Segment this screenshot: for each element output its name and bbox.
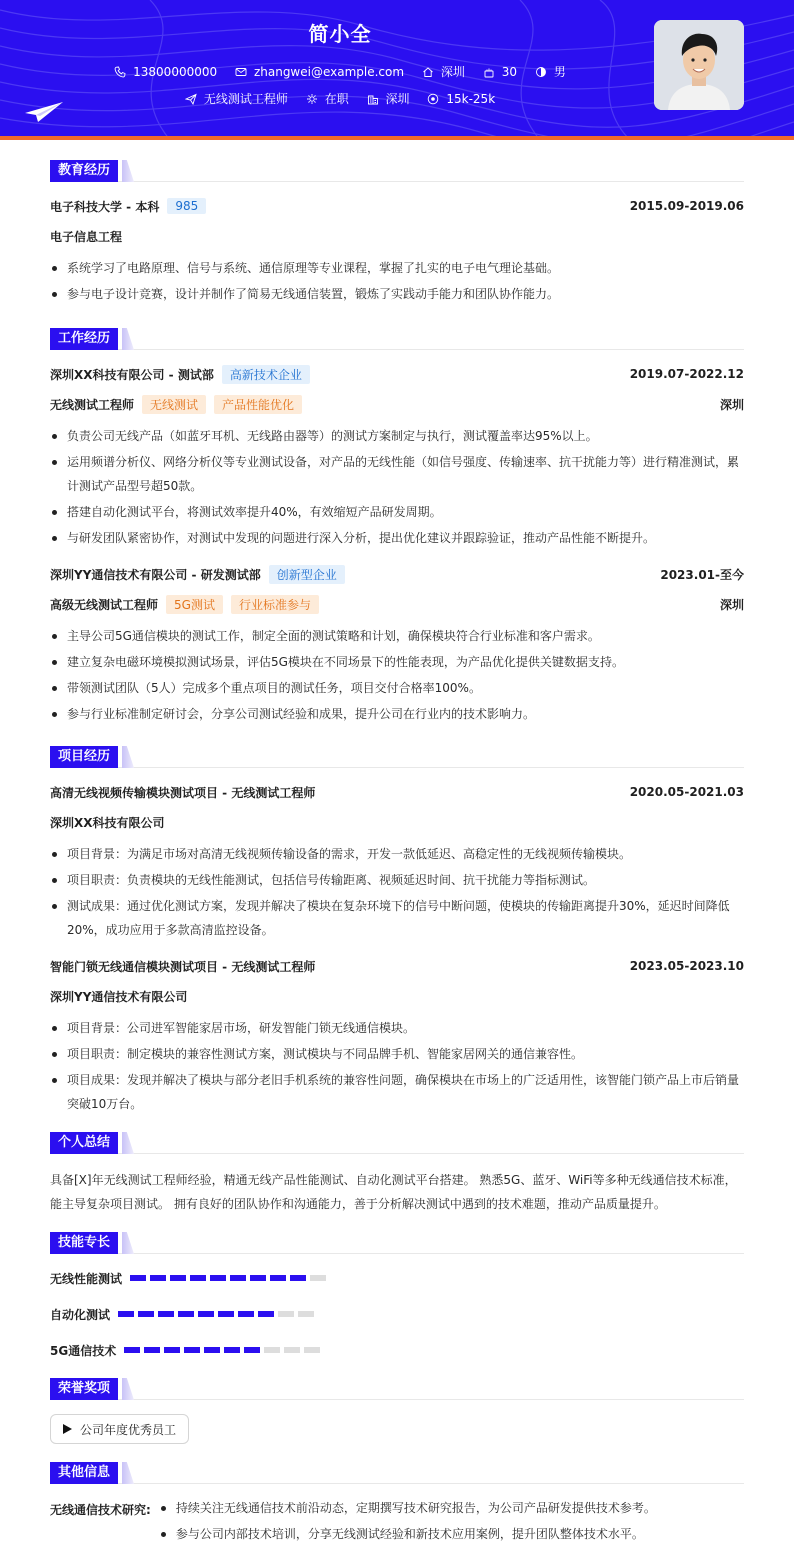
skills-section <box>50 1232 744 1376</box>
title-decoration <box>122 1232 134 1254</box>
skill-segment-filled <box>170 1275 186 1281</box>
title-decoration <box>122 1378 134 1400</box>
phone-text: 13800000000 <box>133 64 218 79</box>
status-icon <box>306 93 318 105</box>
school-name: 电子科技大学 - 本科 <box>50 199 160 214</box>
school-tag: 985 <box>167 198 206 214</box>
section-title <box>50 160 744 182</box>
skill-segment-empty <box>304 1347 320 1353</box>
email-text: zhangwei@example.com <box>253 64 405 79</box>
education-date: 2015.09-2019.06 <box>629 199 744 213</box>
section-title <box>50 1232 744 1254</box>
skill-segment-filled <box>178 1311 194 1317</box>
intent-city <box>367 90 410 107</box>
list-item: 运用频谱分析仪、网络分析仪等专业测试设备，对产品的无线性能（如信号强度、传输速率、抗干扰能力等）进行精准测试，累计测试产品型号超50款。 <box>50 450 744 498</box>
title-decoration <box>122 160 134 182</box>
skill-segment-filled <box>204 1347 220 1353</box>
section-title <box>50 328 744 350</box>
skill-segment-empty <box>278 1311 294 1317</box>
skill-item <box>50 1268 402 1288</box>
section-title <box>50 1462 744 1484</box>
list-item: 负责公司无线产品（如蓝牙耳机、无线路由器等）的测试方案制定与执行，测试覆盖率达95%以上。 <box>50 424 744 448</box>
summary-title: 个人总结 <box>50 1132 118 1154</box>
other-title: 其他信息 <box>50 1462 118 1484</box>
title-decoration <box>122 746 134 768</box>
list-item: 参与公司内部技术培训，分享无线测试经验和新技术应用案例，提升团队整体技术水平。 <box>159 1522 656 1546</box>
major-name: 电子信息工程 <box>50 229 123 244</box>
age-text: 30 <box>501 64 518 79</box>
salary-icon <box>427 93 439 105</box>
work-date: 2023.01-至今 <box>660 567 744 582</box>
section-title <box>50 1132 744 1154</box>
list-item: 测试成果：通过优化测试方案，发现并解决了模块在复杂环境下的信号中断问题，使模块的传输距离提升30%，延迟时间降低20%，成功应用于多款高清监控设备。 <box>50 894 744 942</box>
projects-section <box>50 746 744 1116</box>
skill-item <box>50 1340 402 1360</box>
project-date: 2020.05-2021.03 <box>629 785 744 799</box>
skills-title: 技能专长 <box>50 1232 118 1254</box>
work-title: 工作经历 <box>50 328 118 350</box>
award-item <box>50 1414 189 1444</box>
project-company: 深圳XX科技有限公司 <box>50 815 165 830</box>
skill-segment-filled <box>244 1347 260 1353</box>
skill-segment-filled <box>184 1347 200 1353</box>
job-role: 无线测试工程师 <box>50 397 135 412</box>
skill-level-bar <box>118 1311 318 1317</box>
skill-segment-empty <box>298 1311 314 1317</box>
intent-status <box>306 90 349 107</box>
list-item: 项目背景：公司进军智能家居市场，研发智能门锁无线通信模块。 <box>50 1016 744 1040</box>
work-date: 2019.07-2022.12 <box>629 367 744 381</box>
gender-icon <box>535 66 547 78</box>
contact-location <box>422 63 465 80</box>
skill-segment-filled <box>238 1311 254 1317</box>
other-label: 无线通信技术研究: <box>50 1503 151 1517</box>
list-item: 系统学习了电路原理、信号与系统、通信原理等专业课程，掌握了扎实的电子电气理论基础。 <box>50 256 744 280</box>
list-item: 项目职责：负责模块的无线性能测试，包括信号传输距离、视频延迟时间、抗干扰能力等指标测试。 <box>50 868 744 892</box>
list-item: 项目背景：为满足市场对高清无线视频传输设备的需求，开发一款低延迟、高稳定性的无线视频传输模块。 <box>50 842 744 866</box>
education-section <box>50 160 744 306</box>
major-row <box>50 226 744 246</box>
awards-section <box>50 1378 744 1444</box>
list-item: 建立复杂电磁环境模拟测试场景，评估5G模块在不同场景下的性能表现，为产品优化提供关键数据支持。 <box>50 650 744 674</box>
skill-segment-filled <box>190 1275 206 1281</box>
salary-text: 15k-25k <box>446 91 496 106</box>
awards-title: 荣誉奖项 <box>50 1378 118 1400</box>
role-tag: 5G测试 <box>166 595 223 614</box>
triangle-right-icon <box>63 1424 72 1434</box>
skill-segment-empty <box>264 1347 280 1353</box>
home-icon <box>422 66 434 78</box>
skill-segment-filled <box>258 1311 274 1317</box>
avatar <box>654 20 744 110</box>
work-section <box>50 328 744 726</box>
project-company: 深圳YY通信技术有限公司 <box>50 989 188 1004</box>
status-text: 在职 <box>324 92 349 106</box>
other-info <box>50 1498 744 1548</box>
role-tag: 产品性能优化 <box>214 395 302 414</box>
skill-segment-filled <box>250 1275 266 1281</box>
project-entry <box>50 956 744 1116</box>
skill-segment-filled <box>230 1275 246 1281</box>
company-tag: 创新型企业 <box>269 565 345 584</box>
project-name: 高清无线视频传输模块测试项目 - 无线测试工程师 <box>50 785 316 800</box>
phone-icon <box>114 66 126 78</box>
list-item: 持续关注无线通信技术前沿动态，定期撰写技术研究报告，为公司产品研发提供技术参考。 <box>159 1496 656 1520</box>
header-accent-bar <box>0 136 794 140</box>
skill-segment-filled <box>130 1275 146 1281</box>
skill-segment-filled <box>290 1275 306 1281</box>
intent-position <box>185 90 288 107</box>
company-tag: 高新技术企业 <box>222 365 310 384</box>
avatar-portrait-icon <box>654 20 744 110</box>
skills-list <box>50 1268 744 1376</box>
skill-segment-filled <box>150 1275 166 1281</box>
contact-age <box>483 65 517 79</box>
skill-item <box>50 1304 402 1324</box>
contact-row <box>0 63 680 81</box>
skill-segment-filled <box>118 1311 134 1317</box>
title-decoration <box>122 1462 134 1484</box>
company-name: 深圳XX科技有限公司 - 测试部 <box>50 367 214 382</box>
mail-icon <box>235 66 247 78</box>
education-title: 教育经历 <box>50 160 118 182</box>
section-title <box>50 1378 744 1400</box>
position-text: 无线测试工程师 <box>203 92 288 106</box>
list-item: 主导公司5G通信模块的测试工作，制定全面的测试策略和计划，确保模块符合行业标准和客户需求。 <box>50 624 744 648</box>
skill-name: 自动化测试 <box>50 1307 111 1322</box>
send-icon <box>185 93 197 105</box>
skill-segment-filled <box>164 1347 180 1353</box>
summary-text: 具备[X]年无线测试工程师经验，精通无线产品性能测试、自动化测试平台搭建。 熟悉5G、蓝牙、WiFi等多种无线通信技术标准，能主导复杂项目测试。 拥有良好的团队协作和沟通能力，善于分析解决测试中遇到的技术难题，推动产品质量提升。 <box>50 1173 737 1211</box>
other-section <box>50 1462 744 1548</box>
role-tag: 行业标准参与 <box>231 595 319 614</box>
work-city: 深圳 <box>719 597 744 612</box>
skill-segment-filled <box>198 1311 214 1317</box>
age-icon <box>483 66 495 78</box>
gender-text: 男 <box>553 65 566 79</box>
skill-name: 5G通信技术 <box>50 1343 117 1358</box>
intent-salary <box>427 92 495 106</box>
title-decoration <box>122 1132 134 1154</box>
work-entry <box>50 564 744 726</box>
location-text: 深圳 <box>440 65 465 79</box>
city-text: 深圳 <box>385 92 410 106</box>
list-item: 搭建自动化测试平台，将测试效率提升40%，有效缩短产品研发周期。 <box>50 500 744 524</box>
list-item: 项目成果：发现并解决了模块与部分老旧手机系统的兼容性问题，确保模块在市场上的广泛适用性，该智能门锁产品上市后销量突破10万台。 <box>50 1068 744 1116</box>
company-name: 深圳YY通信技术有限公司 - 研发测试部 <box>50 567 261 582</box>
skill-segment-filled <box>210 1275 226 1281</box>
contact-email <box>235 65 404 79</box>
summary-section <box>50 1132 744 1216</box>
skill-segment-empty <box>284 1347 300 1353</box>
skill-name: 无线性能测试 <box>50 1271 123 1286</box>
resume-header <box>0 0 794 140</box>
projects-title: 项目经历 <box>50 746 118 768</box>
list-item: 参与行业标准制定研讨会，分享公司测试经验和成果，提升公司在行业内的技术影响力。 <box>50 702 744 726</box>
list-item: 与研发团队紧密协作，对测试中发现的问题进行深入分析，提出优化建议并跟踪验证，推动产品性能不断提升。 <box>50 526 744 550</box>
list-item: 带领测试团队（5人）完成多个重点项目的测试任务，项目交付合格率100%。 <box>50 676 744 700</box>
skill-level-bar <box>130 1275 330 1281</box>
project-date: 2023.05-2023.10 <box>629 959 744 973</box>
education-bullets <box>50 256 744 306</box>
city-icon <box>367 93 379 105</box>
role-tag: 无线测试 <box>142 395 206 414</box>
project-name: 智能门锁无线通信模块测试项目 - 无线测试工程师 <box>50 959 316 974</box>
project-entry <box>50 782 744 942</box>
award-name: 公司年度优秀员工 <box>80 1422 177 1437</box>
skill-segment-filled <box>270 1275 286 1281</box>
title-decoration <box>122 328 134 350</box>
work-city: 深圳 <box>719 397 744 412</box>
list-item: 参与电子设计竞赛，设计并制作了简易无线通信装置，锻炼了实践动手能力和团队协作能力。 <box>50 282 744 306</box>
paper-plane-icon <box>24 100 64 124</box>
contact-gender <box>535 63 566 80</box>
skill-segment-filled <box>218 1311 234 1317</box>
skill-segment-filled <box>124 1347 140 1353</box>
work-entry <box>50 364 744 550</box>
section-title <box>50 746 744 768</box>
skill-segment-filled <box>138 1311 154 1317</box>
skill-level-bar <box>124 1347 324 1353</box>
candidate-name: 简小全 <box>308 22 372 46</box>
skill-segment-filled <box>144 1347 160 1353</box>
job-role: 高级无线测试工程师 <box>50 597 159 612</box>
skill-segment-empty <box>310 1275 326 1281</box>
job-intent-row <box>0 90 680 108</box>
skill-segment-filled <box>224 1347 240 1353</box>
skill-segment-filled <box>158 1311 174 1317</box>
list-item: 项目职责：制定模块的兼容性测试方案，测试模块与不同品牌手机、智能家居网关的通信兼容性。 <box>50 1042 744 1066</box>
contact-phone <box>114 65 217 79</box>
education-row <box>50 196 744 216</box>
